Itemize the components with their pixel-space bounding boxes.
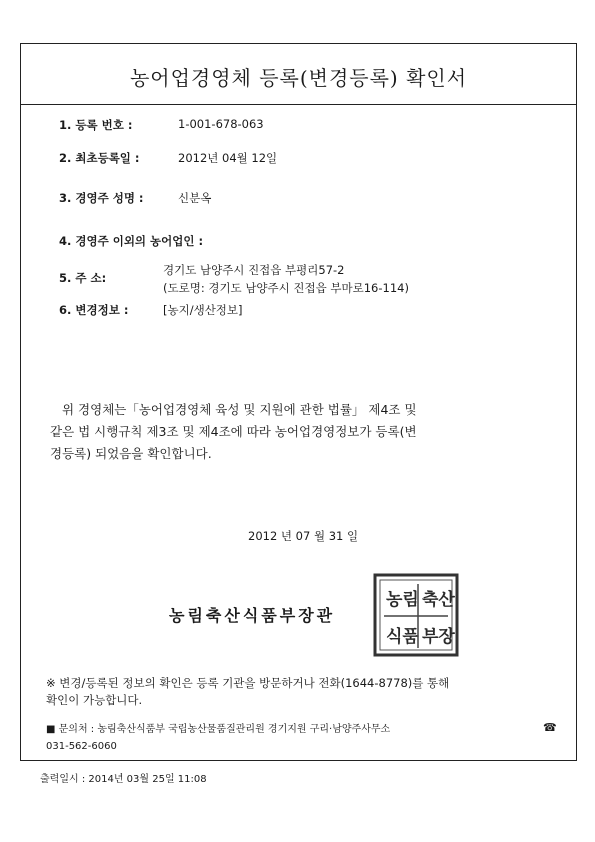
field-label: 2. 최초등록일 : bbox=[59, 151, 140, 165]
road-address-value: (도로명: 경기도 남양주시 진접읍 부마로16-114) bbox=[163, 281, 409, 295]
issue-date: 2012 년 07 월 31 일 bbox=[248, 529, 359, 543]
phone-icon: ☎ bbox=[543, 721, 557, 734]
official-seal bbox=[372, 572, 460, 658]
field-owner-name bbox=[59, 190, 144, 206]
field-label: 3. 경영주 성명 : bbox=[59, 191, 144, 205]
inquiry-info bbox=[46, 721, 390, 755]
svg-text:식품: 식품 bbox=[386, 627, 419, 647]
field-first-registration-date bbox=[59, 150, 140, 166]
registration-number-value: 1-001-678-063 bbox=[178, 117, 264, 131]
contact-note bbox=[46, 675, 556, 709]
print-timestamp: 출력일시 : 2014년 03월 25일 11:08 bbox=[40, 774, 207, 785]
svg-text:부장: 부장 bbox=[422, 627, 455, 647]
field-label: 5. 주 소: bbox=[59, 271, 107, 285]
title-divider bbox=[20, 104, 577, 105]
field-registration-number bbox=[59, 117, 132, 133]
document-title: 농어업경영체 등록(변경등록) 확인서 bbox=[129, 66, 468, 90]
note-line: ※ 변경/등록된 정보의 확인은 등록 기관을 방문하거나 전화(1644-8778)를 통해 bbox=[46, 676, 450, 690]
issuer-name: 농림축산식품부장관 bbox=[169, 606, 336, 625]
field-address bbox=[59, 270, 106, 286]
field-other-farmers bbox=[59, 233, 203, 249]
field-label: 1. 등록 번호 : bbox=[59, 118, 133, 132]
address-value: 경기도 남양주시 진접읍 부평리57-2 bbox=[163, 263, 345, 277]
confirmation-paragraph bbox=[50, 399, 555, 465]
inquiry-phone: 031-562-6060 bbox=[46, 741, 117, 752]
field-change-info bbox=[59, 302, 128, 318]
paragraph-line: 경등록) 되었음을 확인합니다. bbox=[50, 446, 212, 461]
field-label: 4. 경영주 이외의 농어업인 : bbox=[59, 234, 204, 248]
svg-text:농림: 농림 bbox=[386, 590, 419, 610]
inquiry-office: ■ 문의처 : 농림축산식품부 국립농산물품질관리원 경기지원 구리·남양주사무소 bbox=[46, 724, 391, 735]
change-info-value: [농지/생산정보] bbox=[163, 303, 243, 317]
owner-name-value: 신분옥 bbox=[178, 191, 212, 205]
first-registration-date-value: 2012년 04월 12일 bbox=[178, 151, 278, 165]
paragraph-line: 같은 법 시행규칙 제3조 및 제4조에 따라 농어업경영정보가 등록(변 bbox=[50, 424, 417, 439]
paragraph-line: 위 경영체는「농어업경영체 육성 및 지원에 관한 법률」 제4조 및 bbox=[62, 402, 417, 417]
field-label: 6. 변경정보 : bbox=[59, 303, 129, 317]
note-line: 확인이 가능합니다. bbox=[46, 693, 143, 707]
svg-text:축산: 축산 bbox=[422, 590, 455, 610]
